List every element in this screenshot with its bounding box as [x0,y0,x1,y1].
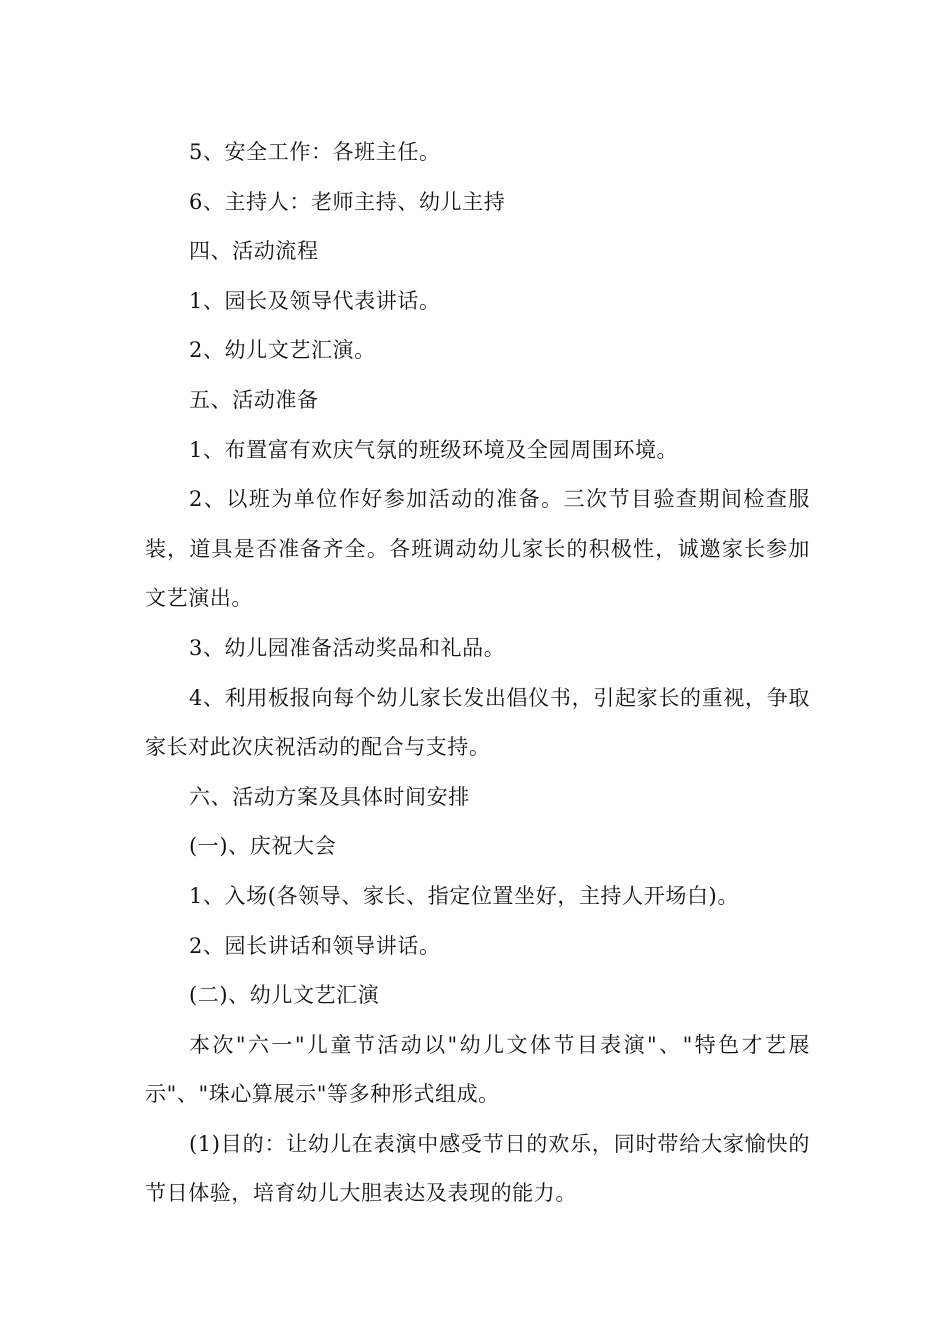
paragraph-prep-class: 2、以班为单位作好参加活动的准备。三次节目验查期间检查服装，道具是否准备齐全。各班调动幼儿家长的积极性，诚邀家长参加文艺演出。 [145,487,810,611]
subheading-performance: (二)、幼儿文艺汇演 [189,983,380,1008]
paragraph-entrance: 1、入场(各领导、家长、指定位置坐好，主持人开场白)。 [189,883,739,908]
paragraph-host: 6、主持人：老师主持、幼儿主持 [189,189,506,214]
paragraph-speeches: 2、园长讲话和领导讲话。 [189,933,441,958]
paragraph-safety-work: 5、安全工作：各班主任。 [189,140,441,164]
subheading-celebration: (一)、庆祝大会 [189,834,337,859]
document-body [145,128,810,1219]
paragraph-purpose: (1)目的：让幼儿在表演中感受节日的欢乐，同时带给大家愉快的节日体验，培育幼儿大胆表达及表现的能力。 [145,1131,810,1206]
section-heading-activity-preparation: 五、活动准备 [189,387,319,412]
paragraph-flow-performance: 2、幼儿文艺汇演。 [189,338,376,363]
paragraph-prep-prizes: 3、幼儿园准备活动奖品和礼品。 [189,635,506,660]
paragraph-performance-forms: 本次"六一"儿童节活动以"幼儿文体节目表演"、"特色才艺展示"、"珠心算展示"等多种形式组成。 [145,1032,810,1107]
section-heading-schedule: 六、活动方案及具体时间安排 [189,784,470,809]
paragraph-flow-speech: 1、园长及领导代表讲话。 [189,288,441,313]
section-heading-activity-flow: 四、活动流程 [189,239,319,264]
paragraph-prep-environment: 1、布置富有欢庆气氛的班级环境及全园周围环境。 [189,437,679,462]
paragraph-prep-blackboard: 4、利用板报向每个幼儿家长发出倡仪书，引起家长的重视，争取家长对此次庆祝活动的配合与支持。 [145,685,810,760]
